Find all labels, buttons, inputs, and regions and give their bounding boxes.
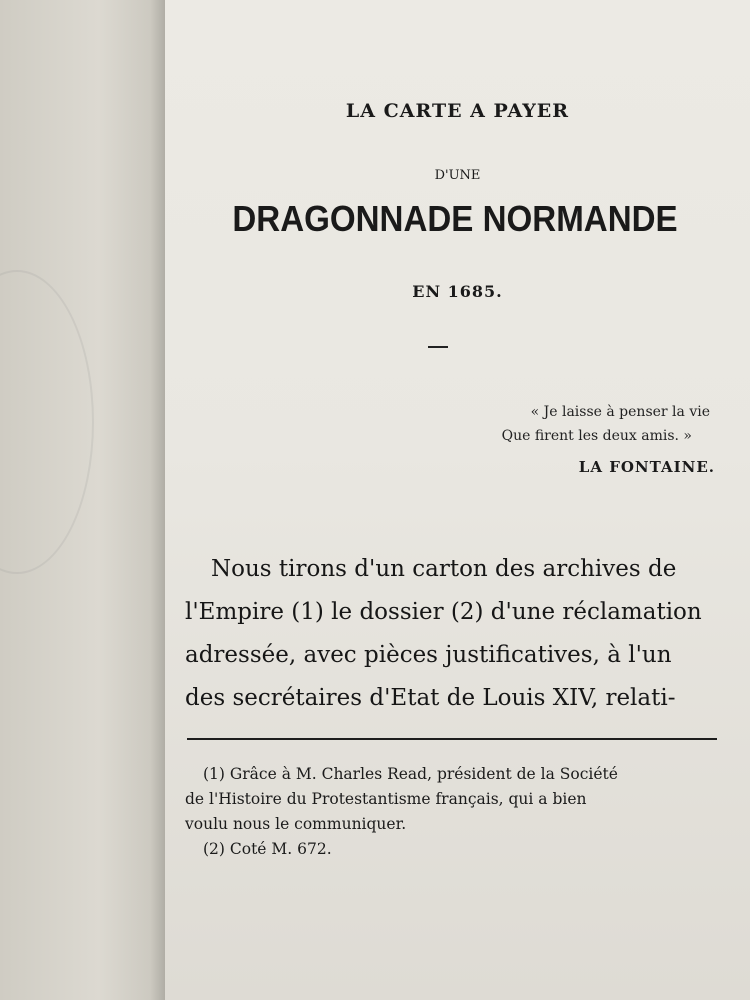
footnotes xyxy=(185,762,730,862)
footnote-line: (1) Grâce à M. Charles Read, président de la Société xyxy=(203,765,618,783)
footnote-rule xyxy=(187,738,717,740)
epigraph xyxy=(470,400,710,448)
footnote-line: de l'Histoire du Protestantisme français, qui a bien xyxy=(185,790,587,808)
title-year: EN 1685. xyxy=(412,282,503,301)
footnote-line: (2) Coté M. 672. xyxy=(203,840,332,858)
left-page xyxy=(0,0,165,1000)
left-page-stamp xyxy=(0,270,94,574)
epigraph-author: LA FONTAINE. xyxy=(578,458,715,476)
epigraph-line-1: « Je laisse à penser la vie xyxy=(530,404,710,420)
body-line: l'Empire (1) le dossier (2) d'une réclamation xyxy=(185,599,702,625)
body-line: adressée, avec pièces justificatives, à l'un xyxy=(185,642,672,668)
title-line-2: D'UNE xyxy=(434,168,481,183)
footnote-line: voulu nous le communiquer. xyxy=(185,815,407,833)
title-line-1: LA CARTE A PAYER xyxy=(345,100,570,122)
body-line: des secrétaires d'Etat de Louis XIV, relati- xyxy=(185,685,676,711)
epigraph-line-2: Que firent les deux amis. » xyxy=(501,428,692,444)
right-page xyxy=(165,0,750,1000)
title-dash xyxy=(428,346,448,348)
title-main: DRAGONNADE NORMANDE xyxy=(232,198,678,239)
body-paragraph xyxy=(185,548,730,720)
body-line: Nous tirons d'un carton des archives de xyxy=(211,556,677,582)
